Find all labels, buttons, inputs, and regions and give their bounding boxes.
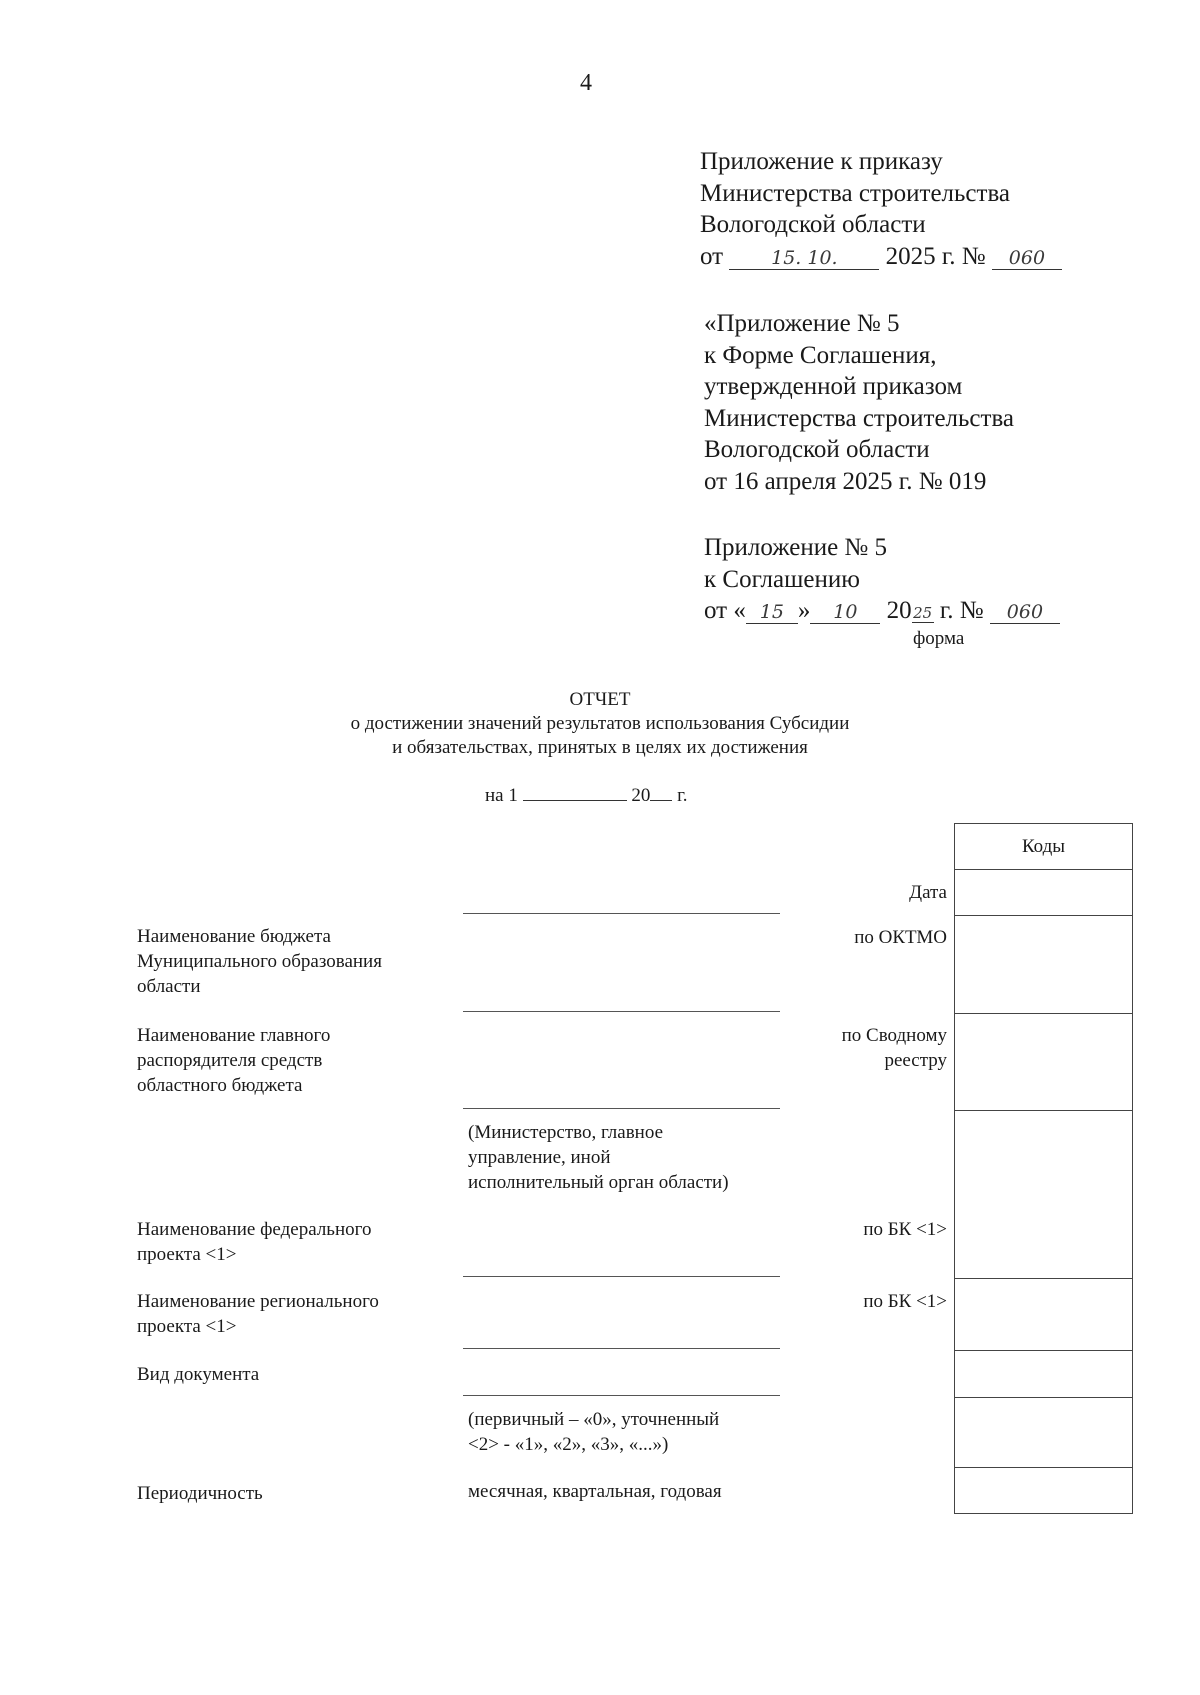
handwritten-month: 10 [810, 601, 880, 624]
main-distributor-label [137, 1023, 330, 1098]
appendix-form-line4: Министерства строительства [704, 404, 1015, 432]
appendix-order-line2: Министерства строительства [700, 179, 1011, 207]
regional-project-label [137, 1289, 379, 1339]
date-field-underline [463, 913, 780, 914]
appendix-form-line5: Вологодской области [704, 436, 930, 463]
budget-name-label-line1: Наименование бюджета [137, 926, 331, 947]
year-prefix: 20 [886, 597, 912, 624]
page-number: 4 [580, 70, 592, 96]
appendix-form-line2: к Форме Соглашения, [704, 341, 937, 369]
code-cell-bk-federal [955, 1111, 1132, 1279]
federal-project-label-line2: проекта <1> [137, 1244, 237, 1265]
report-year-prefix: 20 [631, 785, 651, 806]
report-year-suffix: г. [677, 785, 688, 806]
appendix-agreement-line2: к Соглашению [704, 565, 860, 593]
code-cell-oktmo [955, 916, 1132, 1014]
appendix-form-line3: утвержденной приказом [704, 373, 963, 400]
oktmo-label: по ОКТМО [854, 927, 947, 948]
order-year-text: 2025 г. № [885, 242, 986, 270]
doc-type-label: Вид документа [137, 1364, 260, 1385]
handwritten-day: 15 [746, 601, 798, 624]
appendix-order-line3: Вологодской области [700, 211, 926, 238]
date-label: Дата [909, 882, 947, 903]
handwritten-order-number: 060 [992, 247, 1062, 270]
doc-type-note [468, 1407, 719, 1457]
ministry-note-line3: исполнительный орган области) [468, 1172, 729, 1193]
codes-header: Коды [955, 824, 1132, 870]
doc-type-note-line2: <2> - «1», «2», «3», «...») [468, 1434, 669, 1455]
budget-name-field-underline [463, 1011, 780, 1012]
appendix-form-line6: от 16 апреля 2025 г. № 019 [704, 467, 987, 495]
report-subtitle-line1: о достижении значений результатов использования Субсидии [350, 713, 850, 734]
code-cell-svod [955, 1014, 1132, 1111]
main-distributor-label-line1: Наименование главного [137, 1025, 331, 1046]
appendix-agreement-line1: Приложение № 5 [704, 534, 888, 561]
number-label: г. № [939, 597, 984, 624]
agreement-from-label: от « [704, 597, 746, 624]
handwritten-order-date: 15. 10. [729, 247, 879, 270]
report-subtitle-line2: и обязательствах, принятых в целях их достижения [392, 737, 808, 758]
periodicity-value: месячная, квартальная, годовая [468, 1481, 722, 1502]
appendix-order-line1: Приложение к приказу [700, 148, 943, 175]
quote-close: » [797, 597, 811, 624]
federal-project-field-underline [463, 1276, 780, 1277]
federal-project-label [137, 1217, 371, 1267]
code-cell-doc-type [955, 1351, 1132, 1398]
periodicity-label: Периодичность [137, 1483, 263, 1504]
main-distributor-field-underline [463, 1108, 780, 1109]
regional-project-label-line1: Наименование регионального [137, 1291, 379, 1312]
budget-name-label-line3: области [137, 976, 201, 997]
appendix-agreement-date-line [704, 595, 1060, 627]
codes-table [954, 823, 1133, 1514]
handwritten-year: 25 [913, 604, 933, 622]
appendix-agreement-block [704, 532, 1060, 627]
bk-label-federal: по БК <1> [863, 1219, 947, 1240]
appendix-order-date-line [700, 241, 1062, 273]
ministry-note-line1: (Министерство, главное [468, 1122, 664, 1143]
regional-project-field-underline [463, 1348, 780, 1349]
svod-registry-label-line1: по Сводному [841, 1025, 947, 1046]
code-cell-date [955, 870, 1132, 916]
report-title: ОТЧЕТ [569, 689, 631, 710]
main-distributor-label-line3: областного бюджета [137, 1075, 303, 1096]
appendix-order-block [700, 146, 1062, 272]
code-cell-periodicity [955, 1468, 1132, 1514]
budget-name-label-line2: Муниципального образования [137, 951, 382, 972]
report-on-prefix: на 1 [485, 785, 518, 806]
report-year-blank [650, 784, 672, 801]
form-label: форма [913, 628, 965, 649]
federal-project-label-line1: Наименование федерального [137, 1219, 372, 1240]
doc-type-note-line1: (первичный – «0», уточненный [468, 1409, 720, 1430]
budget-name-label [137, 924, 382, 999]
code-cell-bk-regional [955, 1279, 1132, 1351]
appendix-form-block [704, 308, 1014, 497]
handwritten-agreement-number: 060 [990, 601, 1060, 624]
appendix-form-line1: «Приложение № 5 [704, 310, 900, 337]
svod-registry-label [842, 1023, 947, 1073]
code-cell-doc-type-note [955, 1398, 1132, 1468]
ministry-note [468, 1120, 729, 1195]
regional-project-label-line2: проекта <1> [137, 1316, 237, 1337]
bk-label-regional: по БК <1> [863, 1291, 947, 1312]
from-label: от [700, 242, 724, 270]
ministry-note-line2: управление, иной [468, 1147, 611, 1168]
report-date-line [485, 784, 688, 807]
doc-type-field-underline [463, 1395, 780, 1396]
report-date-blank [523, 784, 627, 801]
svod-registry-label-line2: реестру [884, 1050, 947, 1071]
main-distributor-label-line2: распорядителя средств [137, 1050, 323, 1071]
